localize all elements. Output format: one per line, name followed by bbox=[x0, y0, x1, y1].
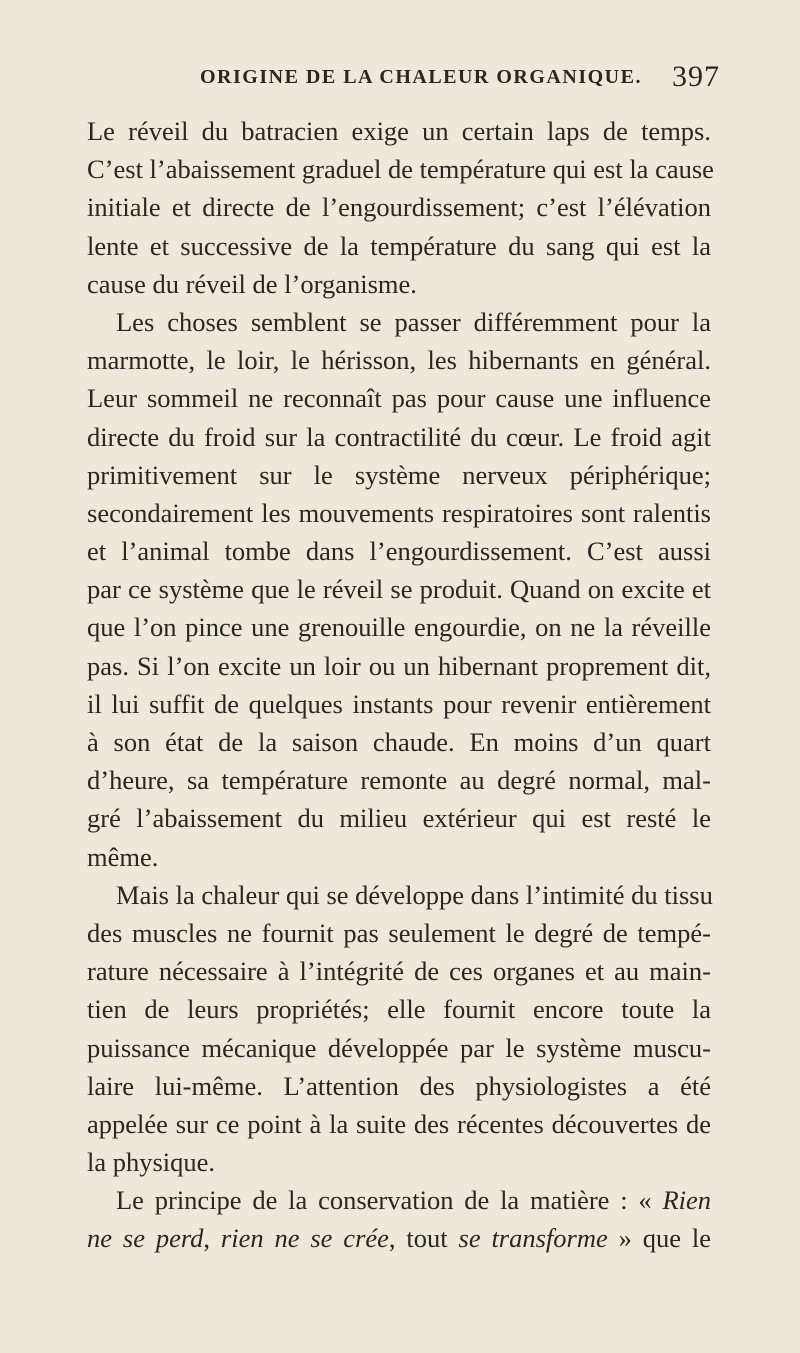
running-head: ORIGINE DE LA CHALEUR ORGANIQUE. bbox=[200, 66, 642, 88]
text-line: marmotte, le loir, le hérisson, les hibernants en général. bbox=[87, 345, 711, 376]
text-line: Les choses semblent se passer différemment pour la bbox=[116, 306, 711, 337]
text-line bbox=[87, 1219, 711, 1257]
text-line: appelée sur ce point à la suite des récentes découvertes de bbox=[87, 1108, 711, 1139]
text-segment: , tout bbox=[388, 1223, 459, 1254]
text-line: que l’on pince une grenouille engourdie, on ne la réveille bbox=[87, 612, 711, 643]
text-segment: » que le bbox=[607, 1223, 712, 1254]
page-number: 397 bbox=[672, 60, 720, 93]
text-line: C’est l’abaissement graduel de température qui est la cause bbox=[87, 154, 714, 185]
text-line: rature nécessaire à l’intégrité de ces organes et au main- bbox=[87, 956, 711, 987]
text-line: même. bbox=[87, 841, 159, 872]
text-line: gré l’abaissement du milieu extérieur qui est resté le bbox=[87, 803, 711, 834]
text-line: tien de leurs propriétés; elle fournit encore toute la bbox=[87, 994, 711, 1025]
italic-text: Rien bbox=[662, 1185, 711, 1216]
text-line: lente et successive de la température du sang qui est la bbox=[87, 230, 711, 261]
text-line: la physique. bbox=[87, 1147, 216, 1178]
text-line: à son état de la saison chaude. En moins d’un quart bbox=[87, 727, 711, 757]
italic-text: ne se perd bbox=[87, 1223, 204, 1254]
text-line: primitivement sur le système nerveux périphérique; bbox=[87, 459, 711, 490]
text-line: Leur sommeil ne reconnaît pas pour cause une influence bbox=[87, 383, 711, 414]
text-line: puissance mécanique développée par le système muscu- bbox=[87, 1032, 711, 1063]
italic-text: se transforme bbox=[458, 1223, 608, 1254]
text-line: pas. Si l’on excite un loir ou un hibernant proprement dit, bbox=[87, 650, 711, 681]
text-line: Mais la chaleur qui se développe dans l’intimité du tissu bbox=[116, 879, 713, 910]
text-line: secondairement les mouvements respiratoires sont ralentis bbox=[87, 497, 711, 528]
body-text bbox=[87, 112, 714, 1258]
text-segment: , bbox=[203, 1223, 221, 1254]
text-line: cause du réveil de l’organisme. bbox=[87, 268, 417, 299]
text-line: Le réveil du batracien exige un certain laps de temps. bbox=[87, 116, 711, 146]
text-line: directe du froid sur la contractilité du cœur. Le froid agit bbox=[87, 421, 711, 452]
text-line: des muscles ne fournit pas seulement le degré de tempé- bbox=[87, 917, 711, 948]
text-line: laire lui-même. L’attention des physiologistes a été bbox=[87, 1070, 711, 1101]
italic-text: rien ne se crée bbox=[220, 1223, 389, 1254]
text-line: initiale et directe de l’engourdissement; c’est l’élévation bbox=[87, 192, 711, 223]
text-line: d’heure, sa température remonte au degré normal, mal- bbox=[87, 765, 711, 796]
text-line: et l’animal tombe dans l’engourdissement. C’est aussi bbox=[87, 536, 711, 567]
text-line: il lui suffit de quelques instants pour revenir entièrement bbox=[87, 688, 711, 719]
text-segment: Le principe de la conservation de la matière : « bbox=[116, 1185, 652, 1216]
text-line: par ce système que le réveil se produit. Quand on excite et bbox=[87, 574, 711, 605]
text-line bbox=[87, 1181, 711, 1219]
